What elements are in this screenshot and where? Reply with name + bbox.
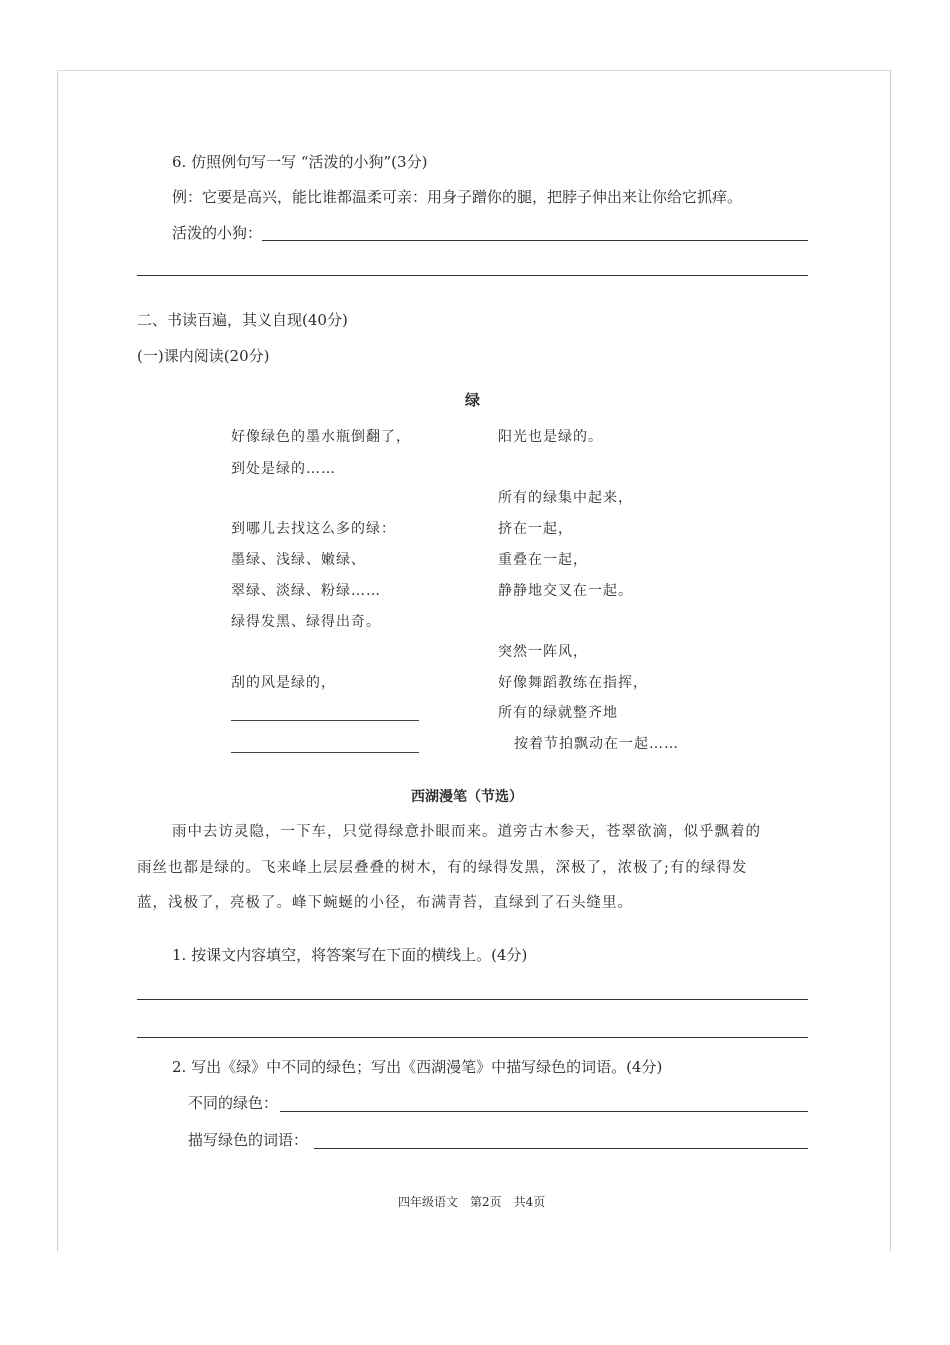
poem-blank-line[interactable] — [231, 720, 419, 721]
poem-right-line: 突然一阵风， — [498, 644, 588, 660]
poem-right-line: 好像舞蹈教练在指挥， — [498, 675, 648, 691]
poem-left-line: 到处是绿的…… — [231, 461, 336, 477]
poem-right-line: 静静地交叉在一起。 — [498, 583, 633, 599]
poem-left-line: 刮的风是绿的， — [231, 675, 336, 691]
q2-label-b: 描写绿色的词语： — [188, 1131, 309, 1149]
poem-left-line: 好像绿色的墨水瓶倒翻了， — [231, 429, 411, 445]
poem-left-line: 到哪儿去找这么多的绿： — [231, 521, 396, 537]
q6-answer-label: 活泼的小狗： — [172, 224, 263, 242]
poem-right-line: 阳光也是绿的。 — [498, 429, 603, 445]
poem-title: 绿 — [465, 391, 481, 409]
poem-left-line: 绿得发黑、绿得出奇。 — [231, 614, 381, 630]
q2-label-a: 不同的绿色： — [188, 1094, 279, 1112]
q1-title: 1. 按课文内容填空，将答案写在下面的横线上。(4分) — [172, 946, 528, 964]
essay-line: 蓝，浅极了，亮极了。峰下蜿蜒的小径，布满青苔，直绿到了石头缝里。 — [137, 895, 633, 911]
q1-answer-line[interactable] — [137, 1037, 808, 1038]
q6-example: 例：它要是高兴，能比谁都温柔可亲：用身子蹭你的腿，把脖子伸出来让你给它抓痒。 — [172, 188, 743, 206]
essay-title: 西湖漫笔（节选） — [411, 789, 523, 805]
poem-right-line: 所有的绿集中起来， — [498, 490, 633, 506]
q2-title: 2. 写出《绿》中不同的绿色；写出《西湖漫笔》中描写绿色的词语。(4分) — [172, 1058, 663, 1076]
section2-heading: 二、书读百遍，其义自现(40分) — [137, 311, 348, 329]
poem-right-line: 所有的绿就整齐地 — [498, 705, 618, 721]
q2-answer-line-a[interactable] — [280, 1111, 808, 1112]
page-footer: 四年级语文 第2页 共4页 — [398, 1195, 546, 1209]
poem-right-line: 重叠在一起， — [498, 552, 588, 568]
q2-answer-line-b[interactable] — [314, 1148, 808, 1149]
q1-answer-line[interactable] — [137, 999, 808, 1000]
poem-left-line: 墨绿、浅绿、嫩绿、 — [231, 552, 366, 568]
q6-title: 6. 仿照例句写一写 “活泼的小狗”(3分) — [172, 153, 428, 171]
poem-blank-line[interactable] — [231, 752, 419, 753]
essay-line: 雨丝也都是绿的。飞来峰上层层叠叠的树木，有的绿得发黑，深极了，浓极了;有的绿得发 — [137, 860, 748, 876]
poem-right-line: 挤在一起， — [498, 521, 573, 537]
poem-right-line: 按着节拍飘动在一起…… — [514, 736, 679, 752]
q6-answer-line[interactable] — [262, 240, 808, 241]
section2-subheading: (一)课内阅读(20分) — [137, 347, 270, 365]
essay-line: 雨中去访灵隐，一下车，只觉得绿意扑眼而来。道旁古木参天，苍翠欲滴，似乎飘着的 — [172, 824, 761, 840]
poem-left-line: 翠绿、淡绿、粉绿…… — [231, 583, 381, 599]
q6-answer-line-2[interactable] — [137, 275, 808, 276]
